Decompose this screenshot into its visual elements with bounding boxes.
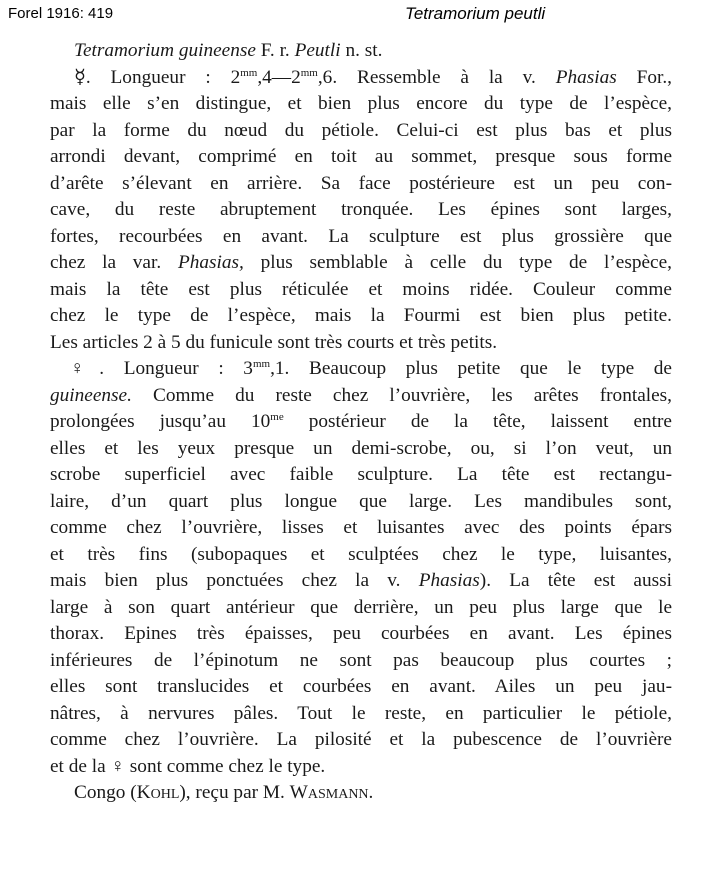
text-line: nâtres, à nervures pâles. Tout le reste, en particulier le pétiole, <box>50 702 672 724</box>
variety-name: Phasias <box>418 570 480 591</box>
text-line: fortes, recourbées en avant. La sculpture est plus grossière que <box>50 225 672 247</box>
text-line: elles et les yeux presque un demi-scrobe, ou, si l’on veut, un <box>50 437 672 459</box>
text-line: prolongées jusqu’au $10^{me}$ postérieur de la tête, laissent entre <box>50 411 672 432</box>
collector-name: Kohl <box>136 782 180 803</box>
text-line: Les articles 2 à 5 du funicule sont très courts et très petits. <box>50 331 498 353</box>
status: n. st. <box>345 40 383 61</box>
species-epithet: guineense. <box>50 384 132 406</box>
receiver-name: Wasmann <box>289 782 369 803</box>
text-line: chez le type de l’espèce, mais la Fourmi est bien plus petite. <box>50 305 672 326</box>
female-symbol: ♀ <box>110 755 125 777</box>
text-line: inférieures de l’épinotum ne sont pas beaucoup plus courtes ; <box>50 649 672 671</box>
text-line: arrondi devant, comprimé en toit au sommet, presque sous forme <box>50 146 672 167</box>
text-line: chez la var. Phasias, plus semblable à celle du type de l’espèce, <box>50 252 672 273</box>
text-line: elles sont translucides et courbées en avant. Ailes un peu jau- <box>50 676 672 697</box>
female-line-1: ♀. Longueur : $3^{mm},1$. Beaucoup plus petite que le type de <box>70 358 672 379</box>
worker-line-1: ☿. Longueur : $2^{mm},4—2^{mm},6$. Ressemble à la v. Phasias For., <box>74 66 673 88</box>
text-line: d’arête s’élevant en arrière. Sa face postérieure est un peu con- <box>50 172 672 194</box>
text-line: thorax. Epines très épaisses, peu courbées en avant. Les épines <box>50 623 672 644</box>
text-line: large à son quart antérieur que derrière, un peu plus large que le <box>50 596 672 618</box>
worker-symbol: ☿ <box>74 66 86 88</box>
text-line: guineense. Comme du reste chez l’ouvrière, les arêtes frontales, <box>50 384 672 406</box>
taxon-name: Tetramorium peutli <box>405 4 546 23</box>
author: F. r. <box>260 40 290 61</box>
text-line: laire, d’un quart plus longue que large. Les mandibules sont, <box>50 490 672 512</box>
text-line: cave, du reste abruptement tronquée. Les épines sont larges, <box>50 199 672 220</box>
text-line: mais bien plus ponctuées chez la v. Phasias). La tête est aussi <box>50 570 672 591</box>
subspecies-name: Peutli <box>294 40 341 61</box>
text-line: mais la tête est plus réticulée et moins ridée. Couleur comme <box>50 278 672 300</box>
text-line: et très fins (subopaques et sculptées chez le type, luisantes, <box>50 543 672 565</box>
text-line: et de la ♀ sont comme chez le type. <box>50 755 326 777</box>
text-line: scrobe superficiel avec faible sculpture. La tête est rectangu- <box>50 464 672 485</box>
species-name: Tetramorium guineense <box>74 40 256 61</box>
variety-name: Phasias <box>555 66 617 88</box>
text-line: comme chez l’ouvrière. La pilosité et la pubescence de l’ouvrière <box>50 729 672 750</box>
text-line: mais elle s’en distingue, et bien plus encore du type de l’espèce, <box>50 93 672 114</box>
description-text <box>50 38 672 807</box>
variety-name: Phasias, <box>177 252 244 273</box>
locality-line: Congo (Kohl), reçu par M. Wasmann. <box>74 782 374 803</box>
text-line: comme chez l’ouvrière, lisses et luisantes avec des points épars <box>50 517 672 538</box>
title-line <box>50 38 672 65</box>
citation: Forel 1916: 419 <box>8 5 114 22</box>
text-line: par la forme du nœud du pétiole. Celui-ci est plus bas et plus <box>50 119 672 141</box>
female-symbol: ♀ <box>70 358 100 379</box>
